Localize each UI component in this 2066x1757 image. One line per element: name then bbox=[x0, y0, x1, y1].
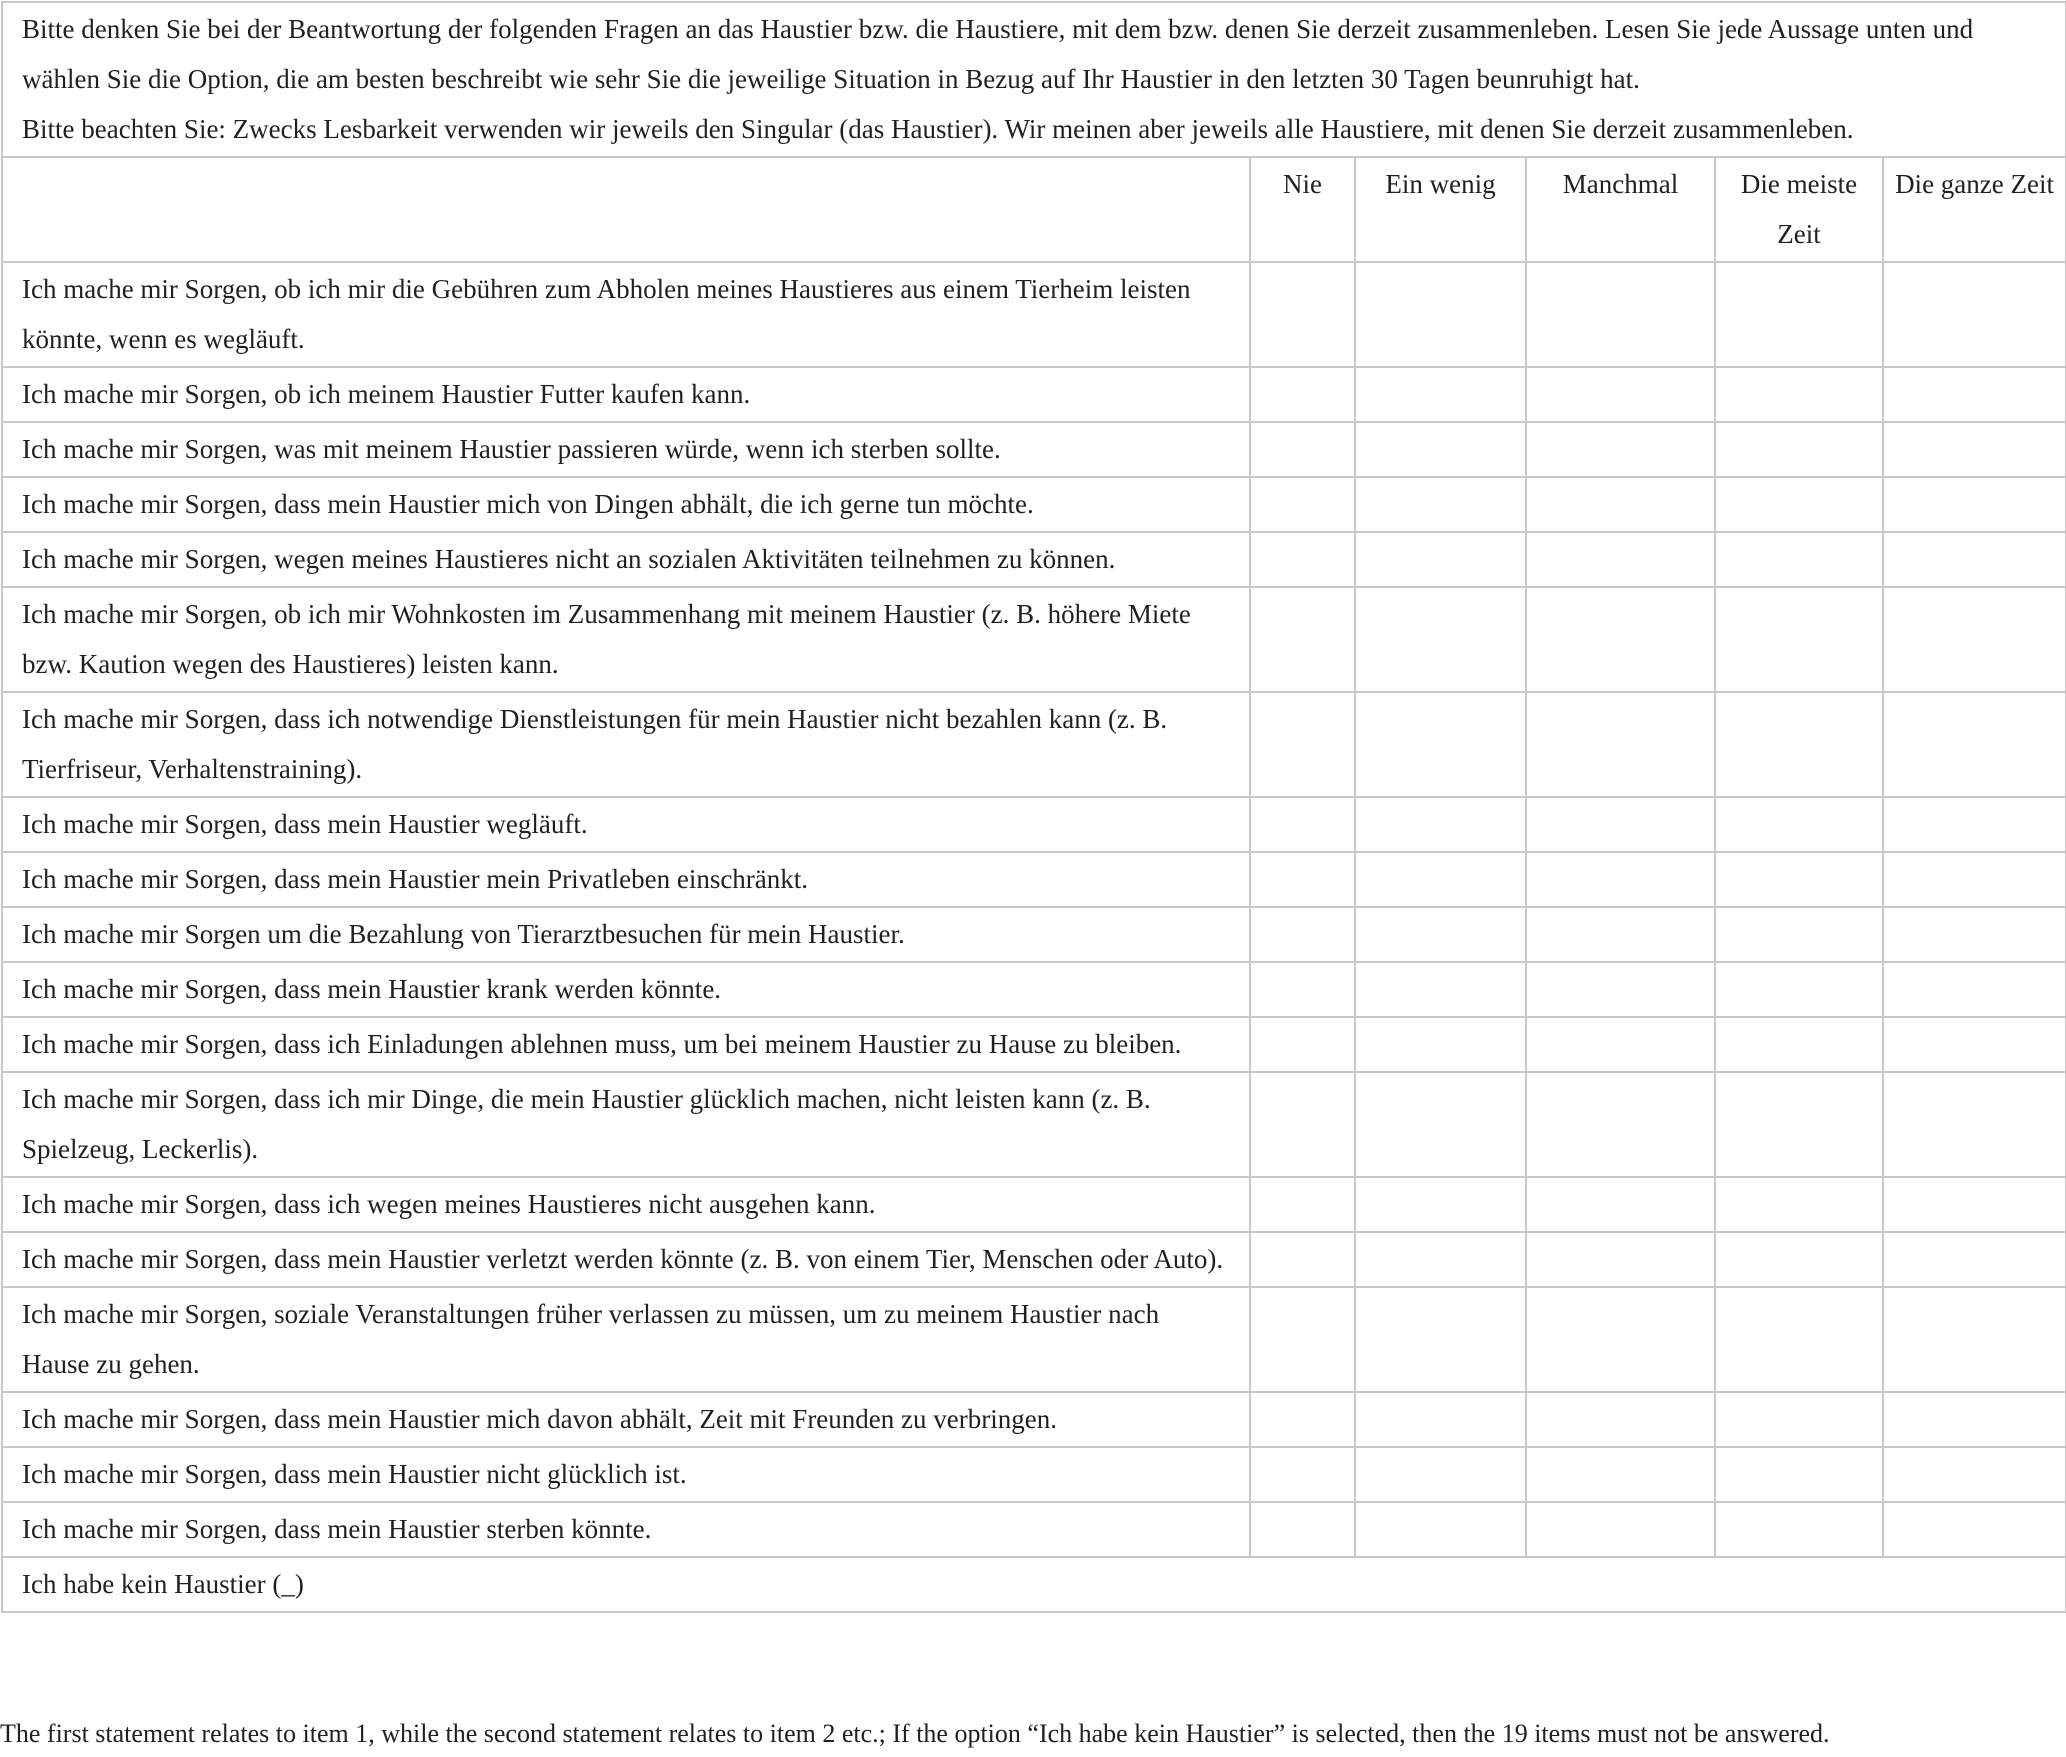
response-cell-nie[interactable] bbox=[1250, 262, 1355, 367]
response-cell-nie[interactable] bbox=[1250, 367, 1355, 422]
item-statement: Ich mache mir Sorgen, dass mein Haustier sterben könnte. bbox=[2, 1502, 1250, 1557]
column-header-manchmal: Manchmal bbox=[1526, 157, 1715, 262]
response-cell-ein-wenig[interactable] bbox=[1355, 1232, 1526, 1287]
item-statement: Ich mache mir Sorgen, dass ich notwendige Dienstleistungen für mein Haustier nicht bezahlen kann (z. B. Tierfriseur, Verhaltenstraining). bbox=[2, 692, 1250, 797]
response-cell-nie[interactable] bbox=[1250, 422, 1355, 477]
response-cell-die-meiste-zeit[interactable] bbox=[1715, 1392, 1883, 1447]
response-cell-nie[interactable] bbox=[1250, 852, 1355, 907]
intro-cell bbox=[2, 2, 2066, 157]
item-row bbox=[2, 1072, 2066, 1177]
item-row bbox=[2, 1232, 2066, 1287]
no-pet-row bbox=[2, 1557, 2066, 1612]
response-cell-manchmal[interactable] bbox=[1526, 962, 1715, 1017]
response-cell-die-ganze-zeit[interactable] bbox=[1883, 962, 2066, 1017]
response-cell-nie[interactable] bbox=[1250, 1177, 1355, 1232]
response-cell-manchmal[interactable] bbox=[1526, 422, 1715, 477]
response-cell-ein-wenig[interactable] bbox=[1355, 367, 1526, 422]
item-statement: Ich mache mir Sorgen, dass mein Haustier mich von Dingen abhält, die ich gerne tun möchte. bbox=[2, 477, 1250, 532]
item-row bbox=[2, 907, 2066, 962]
response-cell-manchmal[interactable] bbox=[1526, 1447, 1715, 1502]
response-cell-die-ganze-zeit[interactable] bbox=[1883, 367, 2066, 422]
response-cell-manchmal[interactable] bbox=[1526, 587, 1715, 692]
response-cell-manchmal[interactable] bbox=[1526, 852, 1715, 907]
response-cell-manchmal[interactable] bbox=[1526, 692, 1715, 797]
response-cell-ein-wenig[interactable] bbox=[1355, 587, 1526, 692]
item-row bbox=[2, 477, 2066, 532]
column-header-die-ganze-zeit: Die ganze Zeit bbox=[1883, 157, 2066, 262]
response-cell-ein-wenig[interactable] bbox=[1355, 1017, 1526, 1072]
response-cell-die-meiste-zeit[interactable] bbox=[1715, 852, 1883, 907]
item-row bbox=[2, 1177, 2066, 1232]
response-cell-ein-wenig[interactable] bbox=[1355, 797, 1526, 852]
response-cell-ein-wenig[interactable] bbox=[1355, 262, 1526, 367]
intro-row bbox=[2, 2, 2066, 157]
response-cell-die-ganze-zeit[interactable] bbox=[1883, 587, 2066, 692]
response-cell-die-meiste-zeit[interactable] bbox=[1715, 797, 1883, 852]
response-cell-die-meiste-zeit[interactable] bbox=[1715, 907, 1883, 962]
response-cell-manchmal[interactable] bbox=[1526, 367, 1715, 422]
response-cell-die-meiste-zeit[interactable] bbox=[1715, 532, 1883, 587]
response-cell-die-ganze-zeit[interactable] bbox=[1883, 1017, 2066, 1072]
item-row bbox=[2, 1447, 2066, 1502]
response-cell-manchmal[interactable] bbox=[1526, 1287, 1715, 1392]
item-statement: Ich mache mir Sorgen, dass mein Haustier verletzt werden könnte (z. B. von einem Tier, Menschen oder Auto). bbox=[2, 1232, 1250, 1287]
response-cell-nie[interactable] bbox=[1250, 1502, 1355, 1557]
response-cell-nie[interactable] bbox=[1250, 797, 1355, 852]
response-cell-die-ganze-zeit[interactable] bbox=[1883, 1287, 2066, 1392]
response-cell-manchmal[interactable] bbox=[1526, 1177, 1715, 1232]
response-cell-ein-wenig[interactable] bbox=[1355, 1177, 1526, 1232]
response-cell-nie[interactable] bbox=[1250, 1232, 1355, 1287]
response-cell-die-ganze-zeit[interactable] bbox=[1883, 477, 2066, 532]
response-cell-die-meiste-zeit[interactable] bbox=[1715, 1017, 1883, 1072]
item-statement: Ich mache mir Sorgen, wegen meines Haustieres nicht an sozialen Aktivitäten teilnehmen zu können. bbox=[2, 532, 1250, 587]
item-row bbox=[2, 962, 2066, 1017]
response-cell-nie[interactable] bbox=[1250, 962, 1355, 1017]
item-row bbox=[2, 852, 2066, 907]
column-header-ein-wenig: Ein wenig bbox=[1355, 157, 1526, 262]
response-cell-die-meiste-zeit[interactable] bbox=[1715, 1072, 1883, 1177]
intro-note: Bitte beachten Sie: Zwecks Lesbarkeit verwenden wir jeweils den Singular (das Haustier). Wir meinen aber jeweils alle Haustiere, mit denen Sie derzeit zusammenleben. bbox=[22, 114, 1854, 144]
response-cell-die-ganze-zeit[interactable] bbox=[1883, 1447, 2066, 1502]
response-cell-ein-wenig[interactable] bbox=[1355, 962, 1526, 1017]
response-cell-manchmal[interactable] bbox=[1526, 797, 1715, 852]
intro-instructions: Bitte denken Sie bei der Beantwortung der folgenden Fragen an das Haustier bzw. die Haustiere, mit dem bzw. denen Sie derzeit zusammenleben. Lesen Sie jede Aussage unten und wählen Sie die Option, die am besten beschreibt wie sehr Sie die jeweilige Situation in Bezug auf Ihr Haustier in den letzten 30 Tagen beunruhigt hat. bbox=[22, 14, 1974, 94]
item-row bbox=[2, 797, 2066, 852]
response-cell-die-meiste-zeit[interactable] bbox=[1715, 1502, 1883, 1557]
column-header-die-meiste-zeit: Die meiste Zeit bbox=[1715, 157, 1883, 262]
response-cell-ein-wenig[interactable] bbox=[1355, 422, 1526, 477]
item-statement: Ich mache mir Sorgen, dass mein Haustier nicht glücklich ist. bbox=[2, 1447, 1250, 1502]
response-cell-die-ganze-zeit[interactable] bbox=[1883, 797, 2066, 852]
response-cell-manchmal[interactable] bbox=[1526, 477, 1715, 532]
item-statement: Ich mache mir Sorgen, dass mein Haustier krank werden könnte. bbox=[2, 962, 1250, 1017]
item-statement: Ich mache mir Sorgen, dass ich wegen meines Haustieres nicht ausgehen kann. bbox=[2, 1177, 1250, 1232]
item-statement: Ich mache mir Sorgen, soziale Veranstaltungen früher verlassen zu müssen, um zu meinem Haustier nach Hause zu gehen. bbox=[2, 1287, 1250, 1392]
response-cell-ein-wenig[interactable] bbox=[1355, 477, 1526, 532]
response-cell-die-meiste-zeit[interactable] bbox=[1715, 587, 1883, 692]
response-cell-die-ganze-zeit[interactable] bbox=[1883, 1232, 2066, 1287]
response-cell-ein-wenig[interactable] bbox=[1355, 1072, 1526, 1177]
response-cell-die-ganze-zeit[interactable] bbox=[1883, 1177, 2066, 1232]
response-cell-nie[interactable] bbox=[1250, 1072, 1355, 1177]
item-statement: Ich mache mir Sorgen, dass mein Haustier mein Privatleben einschränkt. bbox=[2, 852, 1250, 907]
response-cell-nie[interactable] bbox=[1250, 1392, 1355, 1447]
response-cell-die-meiste-zeit[interactable] bbox=[1715, 367, 1883, 422]
response-cell-ein-wenig[interactable] bbox=[1355, 1502, 1526, 1557]
response-cell-die-ganze-zeit[interactable] bbox=[1883, 692, 2066, 797]
response-cell-die-meiste-zeit[interactable] bbox=[1715, 1232, 1883, 1287]
item-row bbox=[2, 367, 2066, 422]
table-footnote: The first statement relates to item 1, while the second statement relates to item 2 etc.; If the option “Ich habe kein Haustier” is selected, then the 19 items must not be answered. bbox=[0, 1719, 1830, 1748]
response-cell-die-meiste-zeit[interactable] bbox=[1715, 477, 1883, 532]
response-cell-die-meiste-zeit[interactable] bbox=[1715, 422, 1883, 477]
header-row bbox=[2, 157, 2066, 262]
response-cell-nie[interactable] bbox=[1250, 532, 1355, 587]
item-row bbox=[2, 1287, 2066, 1392]
item-row bbox=[2, 1017, 2066, 1072]
item-row bbox=[2, 422, 2066, 477]
response-cell-manchmal[interactable] bbox=[1526, 532, 1715, 587]
response-cell-ein-wenig[interactable] bbox=[1355, 1447, 1526, 1502]
response-cell-manchmal[interactable] bbox=[1526, 262, 1715, 367]
item-row bbox=[2, 587, 2066, 692]
item-statement: Ich mache mir Sorgen, dass ich Einladungen ablehnen muss, um bei meinem Haustier zu Hause zu bleiben. bbox=[2, 1017, 1250, 1072]
no-pet-option[interactable]: Ich habe kein Haustier (_) bbox=[2, 1557, 2066, 1612]
response-cell-manchmal[interactable] bbox=[1526, 907, 1715, 962]
response-cell-manchmal[interactable] bbox=[1526, 1232, 1715, 1287]
item-row bbox=[2, 262, 2066, 367]
response-cell-ein-wenig[interactable] bbox=[1355, 1392, 1526, 1447]
item-statement: Ich mache mir Sorgen, ob ich mir die Gebühren zum Abholen meines Haustieres aus einem Tierheim leisten könnte, wenn es wegläuft. bbox=[2, 262, 1250, 367]
response-cell-manchmal[interactable] bbox=[1526, 1017, 1715, 1072]
response-cell-die-meiste-zeit[interactable] bbox=[1715, 692, 1883, 797]
response-cell-nie[interactable] bbox=[1250, 1017, 1355, 1072]
item-statement: Ich mache mir Sorgen, dass mein Haustier wegläuft. bbox=[2, 797, 1250, 852]
column-header-nie: Nie bbox=[1250, 157, 1355, 262]
response-cell-die-meiste-zeit[interactable] bbox=[1715, 962, 1883, 1017]
response-cell-nie[interactable] bbox=[1250, 1287, 1355, 1392]
item-row bbox=[2, 532, 2066, 587]
response-cell-ein-wenig[interactable] bbox=[1355, 532, 1526, 587]
questionnaire-table bbox=[1, 1, 2066, 1613]
response-cell-ein-wenig[interactable] bbox=[1355, 1287, 1526, 1392]
response-cell-die-ganze-zeit[interactable] bbox=[1883, 907, 2066, 962]
item-row bbox=[2, 692, 2066, 797]
response-cell-nie[interactable] bbox=[1250, 1447, 1355, 1502]
item-statement: Ich mache mir Sorgen um die Bezahlung von Tierarztbesuchen für mein Haustier. bbox=[2, 907, 1250, 962]
item-row bbox=[2, 1502, 2066, 1557]
item-statement: Ich mache mir Sorgen, ob ich meinem Haustier Futter kaufen kann. bbox=[2, 367, 1250, 422]
response-cell-nie[interactable] bbox=[1250, 907, 1355, 962]
item-statement: Ich mache mir Sorgen, ob ich mir Wohnkosten im Zusammenhang mit meinem Haustier (z. B. höhere Miete bzw. Kaution wegen des Haustieres) leisten kann. bbox=[2, 587, 1250, 692]
response-cell-die-ganze-zeit[interactable] bbox=[1883, 262, 2066, 367]
response-cell-die-ganze-zeit[interactable] bbox=[1883, 532, 2066, 587]
response-cell-manchmal[interactable] bbox=[1526, 1392, 1715, 1447]
item-statement: Ich mache mir Sorgen, dass mein Haustier mich davon abhält, Zeit mit Freunden zu verbringen. bbox=[2, 1392, 1250, 1447]
response-cell-die-ganze-zeit[interactable] bbox=[1883, 422, 2066, 477]
response-cell-die-ganze-zeit[interactable] bbox=[1883, 852, 2066, 907]
response-cell-ein-wenig[interactable] bbox=[1355, 907, 1526, 962]
response-cell-die-meiste-zeit[interactable] bbox=[1715, 1177, 1883, 1232]
response-cell-die-ganze-zeit[interactable] bbox=[1883, 1502, 2066, 1557]
response-cell-manchmal[interactable] bbox=[1526, 1072, 1715, 1177]
response-cell-die-ganze-zeit[interactable] bbox=[1883, 1392, 2066, 1447]
item-statement: Ich mache mir Sorgen, was mit meinem Haustier passieren würde, wenn ich sterben sollte. bbox=[2, 422, 1250, 477]
response-cell-nie[interactable] bbox=[1250, 477, 1355, 532]
response-cell-ein-wenig[interactable] bbox=[1355, 692, 1526, 797]
response-cell-die-meiste-zeit[interactable] bbox=[1715, 1447, 1883, 1502]
response-cell-die-ganze-zeit[interactable] bbox=[1883, 1072, 2066, 1177]
response-cell-nie[interactable] bbox=[1250, 692, 1355, 797]
response-cell-nie[interactable] bbox=[1250, 587, 1355, 692]
response-cell-die-meiste-zeit[interactable] bbox=[1715, 262, 1883, 367]
response-cell-ein-wenig[interactable] bbox=[1355, 852, 1526, 907]
item-statement: Ich mache mir Sorgen, dass ich mir Dinge, die mein Haustier glücklich machen, nicht leisten kann (z. B. Spielzeug, Leckerlis). bbox=[2, 1072, 1250, 1177]
item-row bbox=[2, 1392, 2066, 1447]
response-cell-manchmal[interactable] bbox=[1526, 1502, 1715, 1557]
response-cell-die-meiste-zeit[interactable] bbox=[1715, 1287, 1883, 1392]
header-statement-cell bbox=[2, 157, 1250, 262]
